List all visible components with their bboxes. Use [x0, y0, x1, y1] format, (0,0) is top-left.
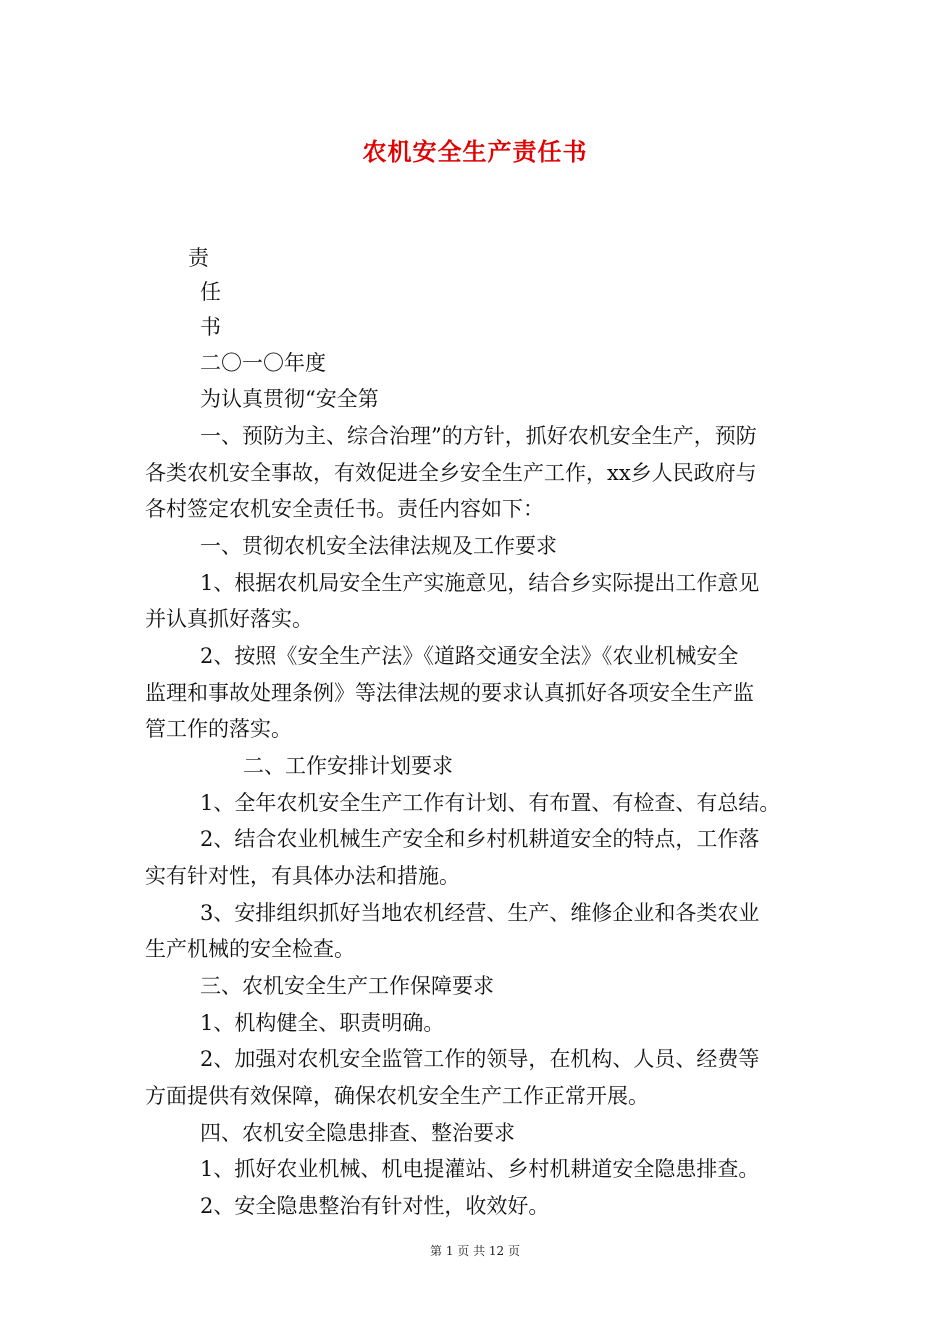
- body-line: 各村签定农机安全责任书。责任内容如下：: [145, 497, 544, 521]
- body-line: 方面提供有效保障，确保农机安全生产工作正常开展。: [145, 1084, 649, 1108]
- body-line: 2、结合农业机械生产安全和乡村机耕道安全的特点，工作落: [200, 827, 760, 851]
- body-line: 为认真贯彻“安全第: [200, 387, 379, 411]
- body-line: 1、机构健全、职责明确。: [200, 1011, 445, 1035]
- body-line: 3、安排组织抓好当地农机经营、生产、维修企业和各类农业: [200, 901, 760, 925]
- body-line: 各类农机安全事故，有效促进全乡安全生产工作，xx乡人民政府与: [145, 461, 757, 485]
- body-line: 实有针对性，有具体办法和措施。: [145, 864, 460, 888]
- section-heading: 一、贯彻农机安全法律法规及工作要求: [200, 534, 557, 558]
- body-line: 监理和事故处理条例》等法律法规的要求认真抓好各项安全生产监: [145, 681, 754, 705]
- body-line: 1、根据农机局安全生产实施意见，结合乡实际提出工作意见: [200, 571, 760, 595]
- section-heading: 二、工作安排计划要求: [243, 754, 453, 778]
- section-heading: 四、农机安全隐患排查、整治要求: [200, 1121, 515, 1145]
- body-line: 管工作的落实。: [145, 717, 292, 741]
- body-line: 2、按照《安全生产法》《道路交通安全法》《农业机械安全: [200, 644, 739, 668]
- body-line: 1、全年农机安全生产工作有计划、有布置、有检查、有总结。: [200, 791, 781, 815]
- section-heading: 三、农机安全生产工作保障要求: [200, 974, 494, 998]
- body-line: 一、预防为主、综合治理”的方针，抓好农机安全生产，预防: [200, 424, 757, 448]
- body-line: 生产机械的安全检查。: [145, 937, 355, 961]
- body-line: 任: [200, 280, 221, 304]
- document-title: 农机安全生产责任书: [362, 137, 588, 166]
- body-line: 责: [188, 246, 209, 270]
- body-line: 1、抓好农业机械、机电提灌站、乡村机耕道安全隐患排查。: [200, 1157, 760, 1181]
- body-line: 二〇一〇年度: [200, 351, 326, 375]
- body-line: 书: [200, 315, 221, 339]
- body-line: 2、加强对农机安全监管工作的领导，在机构、人员、经费等: [200, 1047, 760, 1071]
- body-line: 2、安全隐患整治有针对性，收效好。: [200, 1194, 550, 1218]
- page-number: 第 1 页 共 12 页: [430, 1244, 520, 1258]
- body-line: 并认真抓好落实。: [145, 607, 313, 631]
